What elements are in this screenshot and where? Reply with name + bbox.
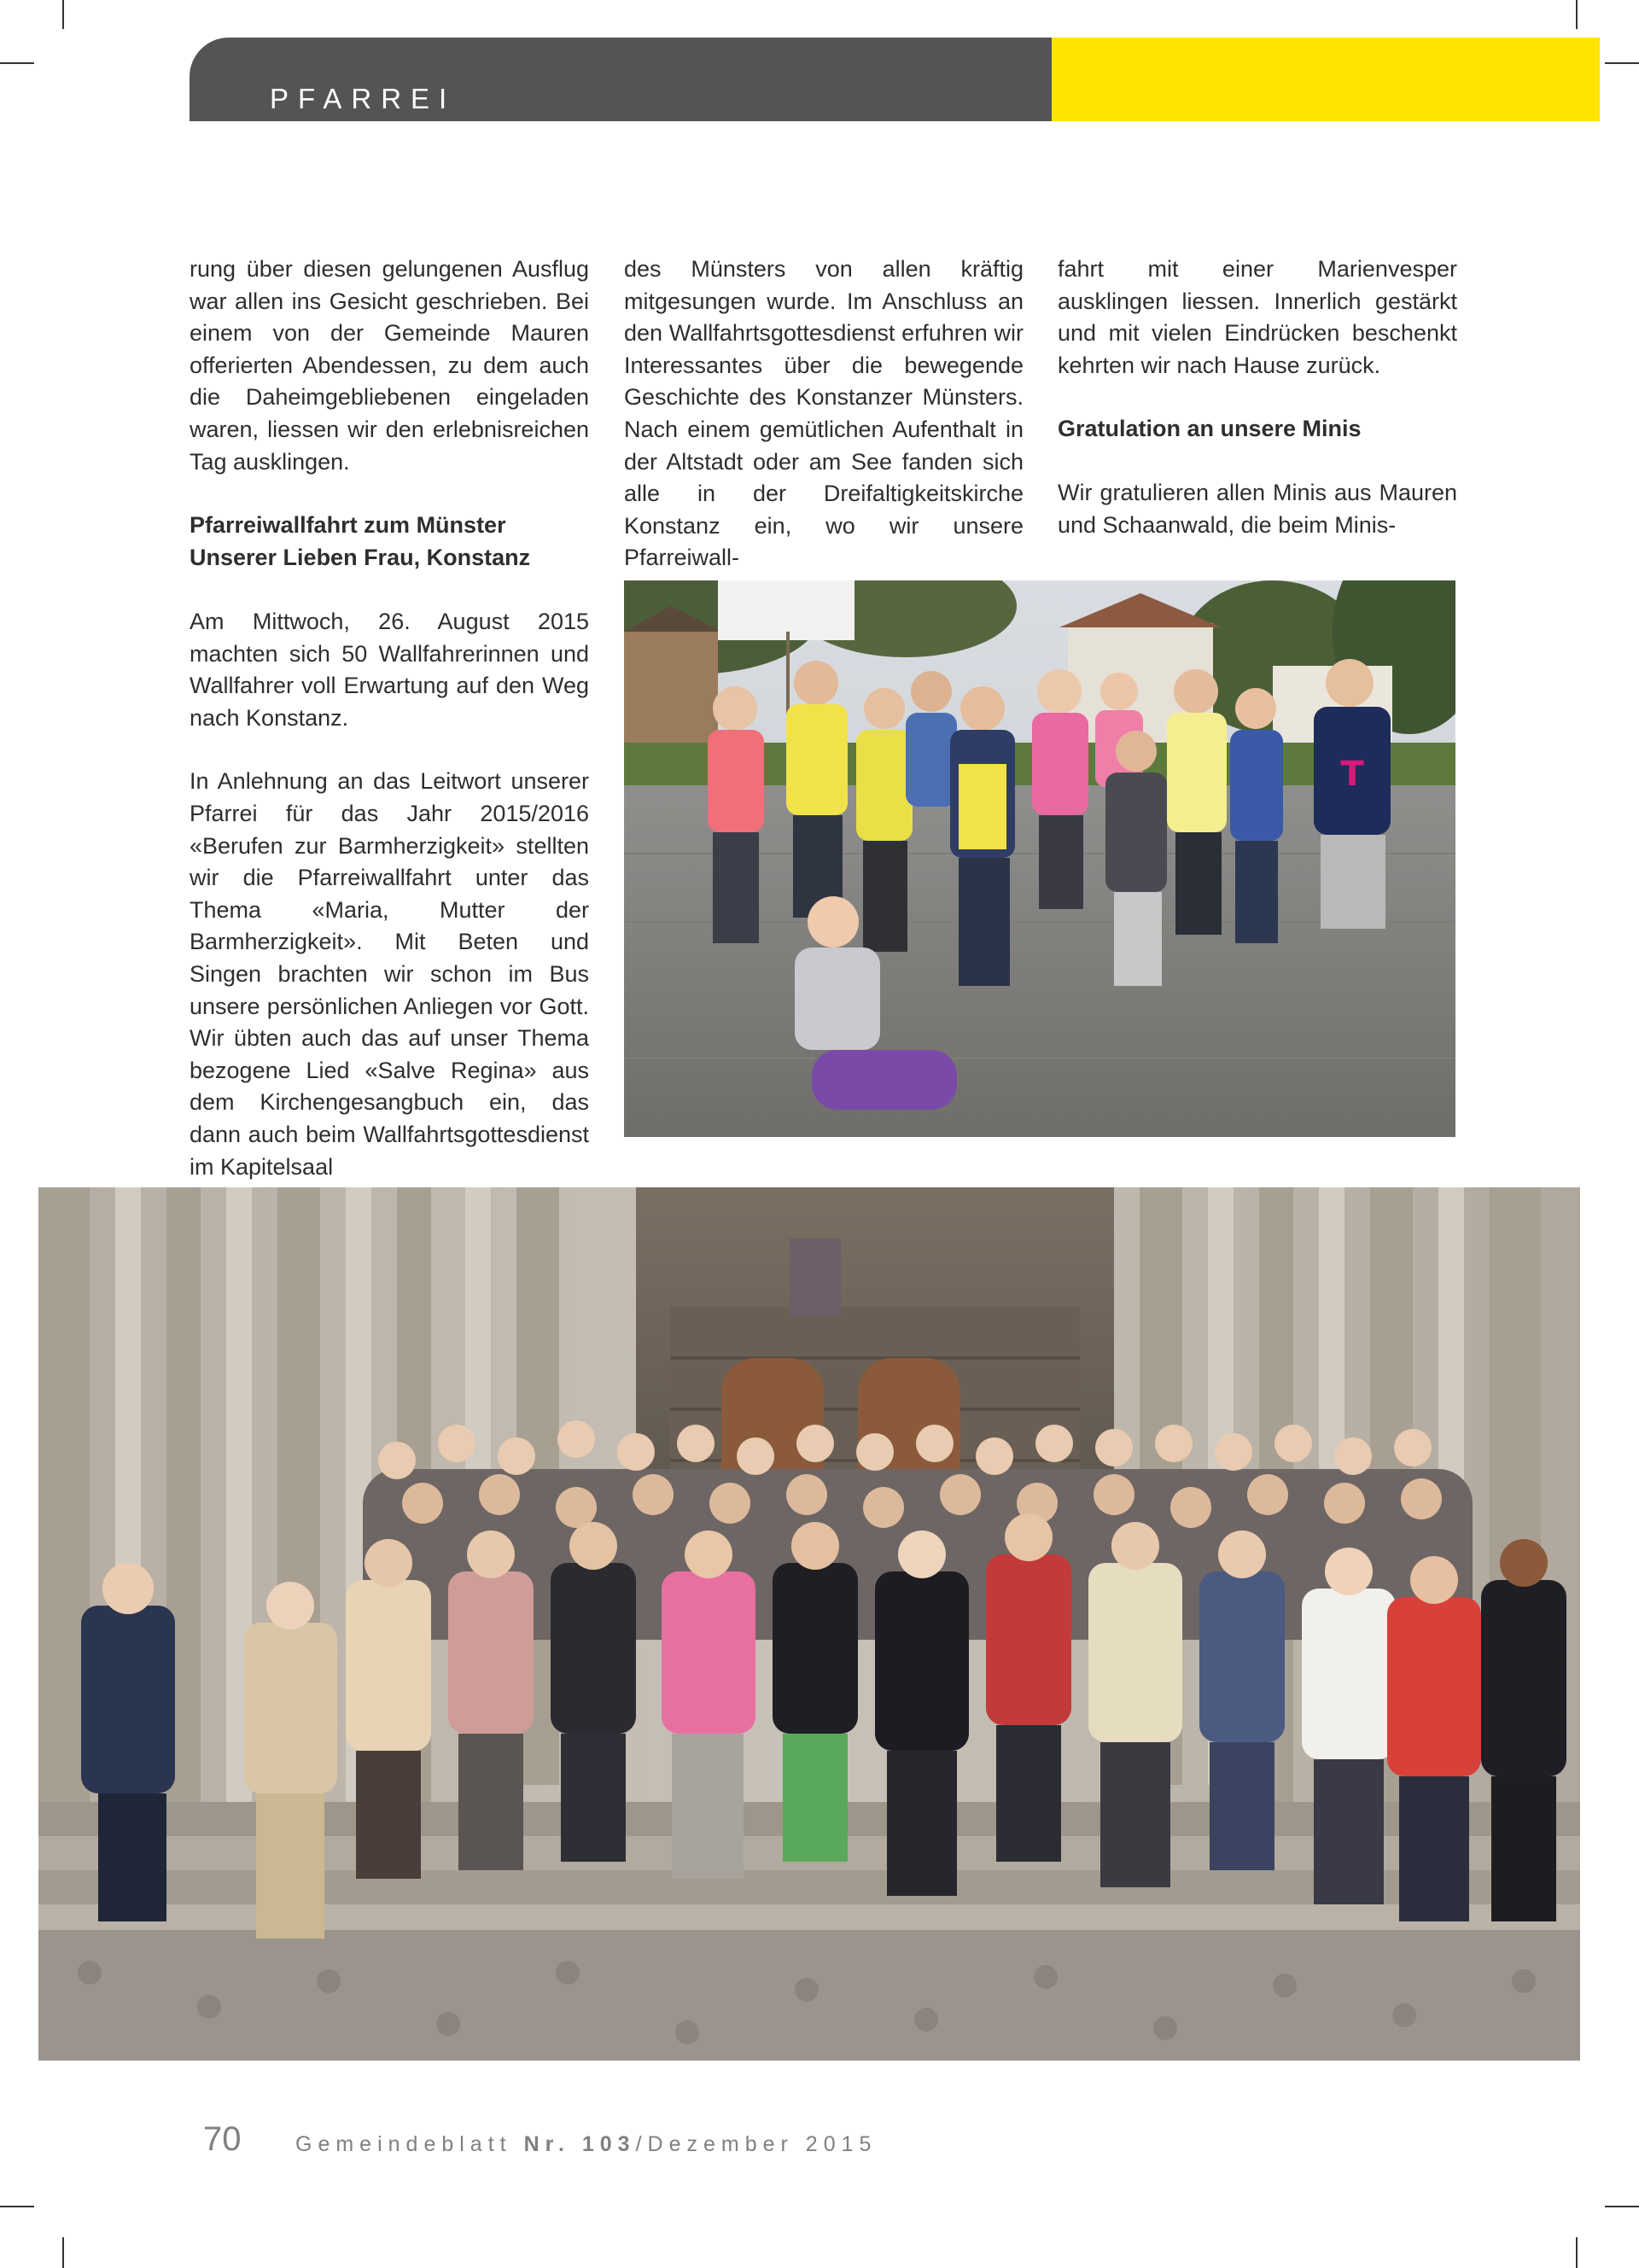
crop-mark-top-right-v	[1576, 0, 1578, 29]
paragraph-trip-end: rung über diesen gelungenen Ausflug war allen ins Gesicht geschrieben. Bei einem von der Gemeinde Mauren offerierten Abendessen, zu dem auch die Daheimgebliebenen eingeladen waren, liessen wir den erlebnisreichen Tag ausklingen.	[190, 256, 589, 475]
paragraph-theme: In Anlehnung an das Leitwort unserer Pfarrei für das Jahr 2015/2016 «Berufen zur Barmherzigkeit» stellten wir die Pfarreiwallfahrt unter das Thema «Maria, Mutter der Barmherzigkeit». Mit Beten und Singen brachten wir schon im Bus unsere persönlichen Anliegen vor Gott. Wir übten auch das auf unser Thema bezogene Lied «Salve Regina» aus dem Kirchengesangbuch ein, das dann auch beim Wallfahrtsgottesdienst im Kapitelsaal	[190, 768, 589, 1180]
paragraph-intro: Am Mittwoch, 26. August 2015 machten sich 50 Wallfahrerinnen und Wallfahrer voll Erwartung auf den Weg nach Konstanz.	[190, 609, 589, 731]
crop-mark-bottom-right-v	[1576, 2237, 1578, 2268]
article-column-3	[1058, 254, 1457, 541]
section-header-accent	[1052, 38, 1600, 121]
article-column-1	[190, 254, 589, 605]
crop-mark-top-left-v	[62, 0, 64, 29]
article-heading-minis: Gratulation an unsere Minis	[1058, 416, 1362, 442]
pilgrimage-group-photo	[38, 1187, 1580, 2061]
paragraph-service: des Münsters von allen kräftig mitgesungen wurde. Im Anschluss an den Wallfahrtsgottesdienst erfuhren wir Interessantes über die bewegende Geschichte des Konstanzer Münsters. Nach einem gemütlichen Aufenthalt in der Altstadt oder am See fanden sich alle in der Dreifaltigkeitskirche Konstanz ein, wo wir unsere Pfarreiwall-	[624, 256, 1024, 571]
magazine-name: Gemeindeblatt	[295, 2132, 512, 2156]
paragraph-return: fahrt mit einer Marienvesper ausklingen liessen. Innerlich gestärkt und mit vielen Eindrücken beschenkt kehrten wir nach Hause zurück.	[1058, 256, 1457, 378]
magazine-footer	[295, 2131, 877, 2157]
crop-mark-bottom-left-v	[62, 2237, 64, 2268]
minis-group-photo	[624, 580, 1455, 1137]
crop-mark-top-right-h	[1605, 62, 1639, 64]
crop-mark-top-left-h	[0, 62, 34, 64]
paragraph-minis: Wir gratulieren allen Minis aus Mauren und Schaanwald, die beim Minis-	[1058, 479, 1457, 538]
article-column-1-continued	[190, 606, 589, 1183]
heading-line-2: Unserer Lieben Frau, Konstanz	[190, 544, 531, 570]
issue-date: /Dezember 2015	[635, 2132, 878, 2156]
article-heading-pilgrimage	[190, 510, 589, 574]
shirt-logo-text: T	[1340, 755, 1364, 794]
page-number: 70	[203, 2120, 242, 2158]
article-column-2	[624, 254, 1024, 574]
heading-line-1: Pfarreiwallfahrt zum Münster	[190, 512, 506, 539]
crop-mark-bottom-right-h	[1605, 2206, 1639, 2207]
issue-label: Nr. 103	[523, 2132, 636, 2156]
section-title: PFARREI	[270, 83, 457, 114]
crop-mark-bottom-left-h	[0, 2206, 34, 2207]
